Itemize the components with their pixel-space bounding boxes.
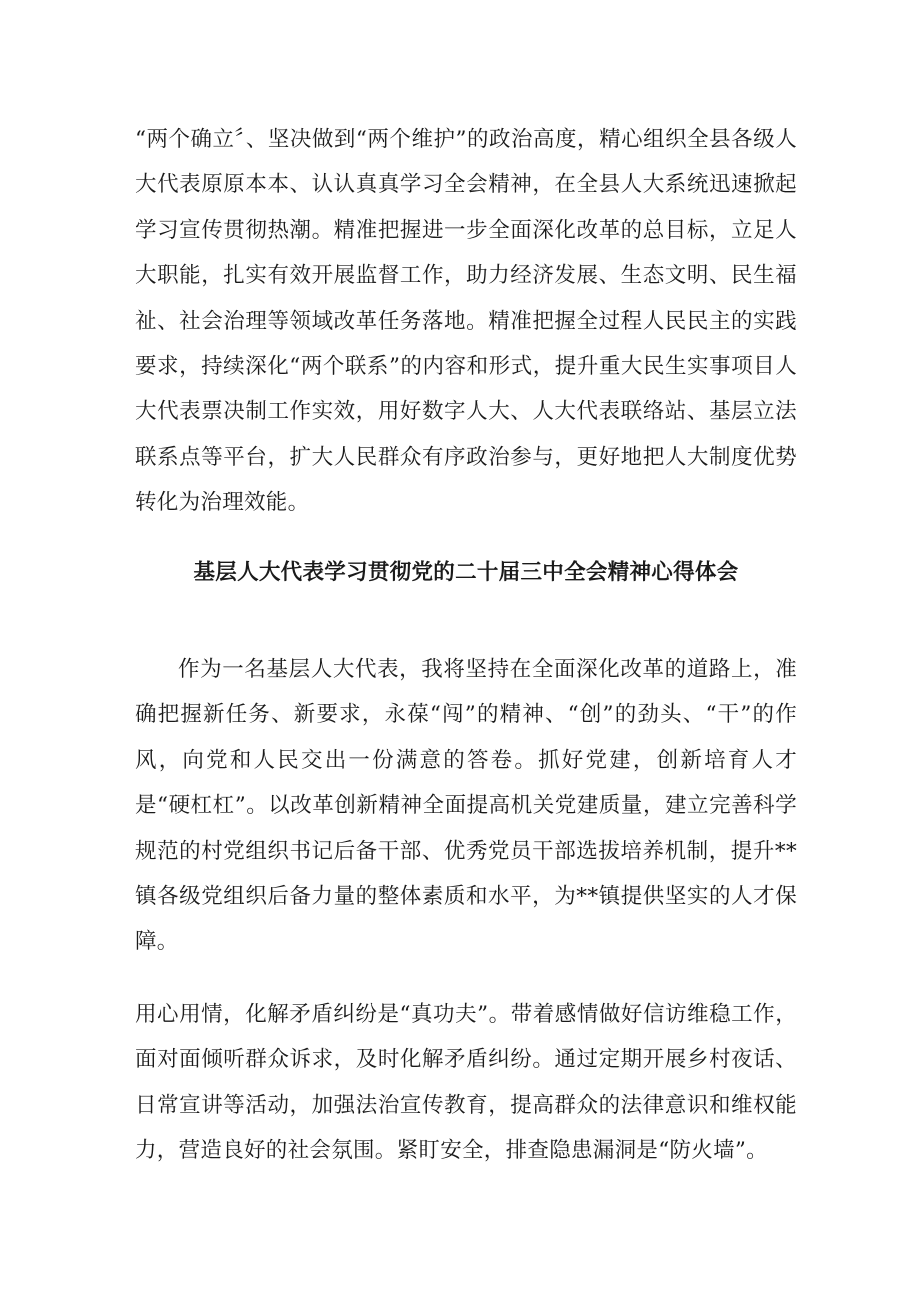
body-paragraph: “两个确立〞、坚决做到“两个维护”的政治高度，精心组织全县各级人大代表原原本本、认认真真学习全会精神，在全县人大系统迅速掀起学习宣传贯彻热潮。精准把握进一步全面深化改革的总目标，立足人大职能，扎实有效开展监督工作，助力经济发展、生态文明、民生福祉、社会治理等领域改革任务落地。精准把握全过程人民民主的实践要求，持续深化“两个联系”的内容和形式，提升重大民生实事项目人大代表票决制工作实效，用好数字人大、人大代表联络站、基层立法联系点等平台，扩大人民群众有序政治参与，更好地把人大制度优势转化为治理效能。 bbox=[135, 127, 797, 516]
body-paragraph: 作为一名基层人大代表，我将坚持在全面深化改革的道路上，准确把握新任务、新要求，永葆“闯”的精神、“创”的劲头、“干”的作风，向党和人民交出一份满意的答卷。抓好党建，创新培育人才是“硬杠杠”。以改革创新精神全面提高机关党建质量，建立完善科学规范的村党组织书记后备干部、优秀党员干部选拔培养机制，提升**镇各级党组织后备力量的整体素质和水平，为**镇提供坚实的人才保障。 bbox=[135, 657, 797, 955]
body-paragraph: 用心用情，化解矛盾纠纷是“真功夫”。带着感情做好信访维稳工作，面对面倾听群众诉求，及时化解矛盾纠纷。通过定期开展乡村夜话、日常宣讲等活动，加强法治宣传教育，提高群众的法律意识和维权能力，营造良好的社会氛围。紧盯安全，排查隐患漏洞是“防火墙”。 bbox=[135, 1002, 797, 1164]
section-title: 基层人大代表学习贯彻党的二十届三中全会精神心得体会 bbox=[193, 560, 739, 585]
